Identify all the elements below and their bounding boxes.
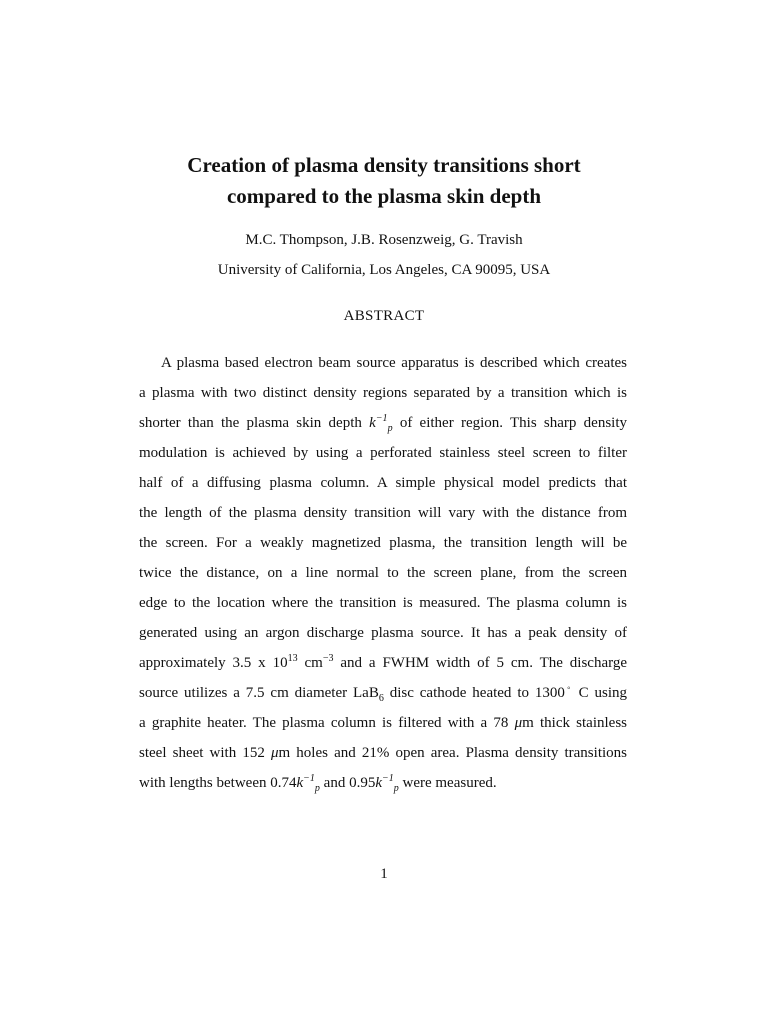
abstract-line-1: A plasma based electron beam source apparatus is described which creates — [161, 355, 627, 371]
abstract-line-15: with lengths between $0.74k^{-1}_p$ and $0.95k^{-1}_p$ were measured. — [139, 773, 497, 794]
abstract-heading: ABSTRACT — [343, 308, 425, 324]
abstract-line-7: the screen. For a weakly magnetized plasma, the transition length will be — [139, 535, 627, 551]
skin-depth-symbol: $k^{-1}_p$ — [369, 413, 393, 434]
author-list: M.C. Thompson, J.B. Rosenzweig, G. Travish — [245, 232, 523, 248]
abstract-line-11: approximately 3.5 x $10^{13}$ $cm^{-3}$ and a FWHM width of 5 cm. The discharge — [139, 653, 627, 671]
page-number: 1 — [380, 866, 388, 882]
abstract-line-9: edge to the location where the transition is measured. The plasma column is — [139, 595, 627, 611]
abstract-line-6: the length of the plasma density transition will vary with the distance from — [139, 505, 627, 521]
abstract-line-14: steel sheet with 152 μm holes and 21% open area. Plasma density transitions — [139, 745, 627, 761]
skin-depth-symbol: $k^{-1}_p$ — [296, 773, 320, 794]
paper-title — [0, 150, 768, 212]
abstract-body — [139, 348, 627, 798]
abstract-line-12: source utilizes a 7.5 cm diameter LaB$_6$ disc cathode heated to 1300◦ C using — [139, 683, 628, 704]
abstract-line-5: half of a diffusing plasma column. A simple physical model predicts that — [139, 475, 627, 491]
abstract-line-8: twice the distance, on a line normal to the screen plane, from the screen — [139, 565, 627, 581]
title-line-1: Creation of plasma density transitions short — [187, 153, 581, 177]
abstract-line-2: a plasma with two distinct density regions separated by a transition which is — [139, 385, 627, 401]
abstract-line-4: modulation is achieved by using a perforated stainless steel screen to filter — [139, 445, 627, 461]
skin-depth-symbol: $k^{-1}_p$ — [375, 773, 399, 794]
abstract-line-13: a graphite heater. The plasma column is filtered with a 78 μm thick stainless — [139, 715, 627, 731]
abstract-line-10: generated using an argon discharge plasma source. It has a peak density of — [139, 625, 627, 641]
abstract-line-3: shorter than the plasma skin depth $k^{-1}_p$ of either region. This sharp density — [139, 413, 627, 434]
title-line-2: compared to the plasma skin depth — [226, 184, 542, 208]
affiliation: University of California, Los Angeles, CA 90095, USA — [217, 262, 551, 278]
